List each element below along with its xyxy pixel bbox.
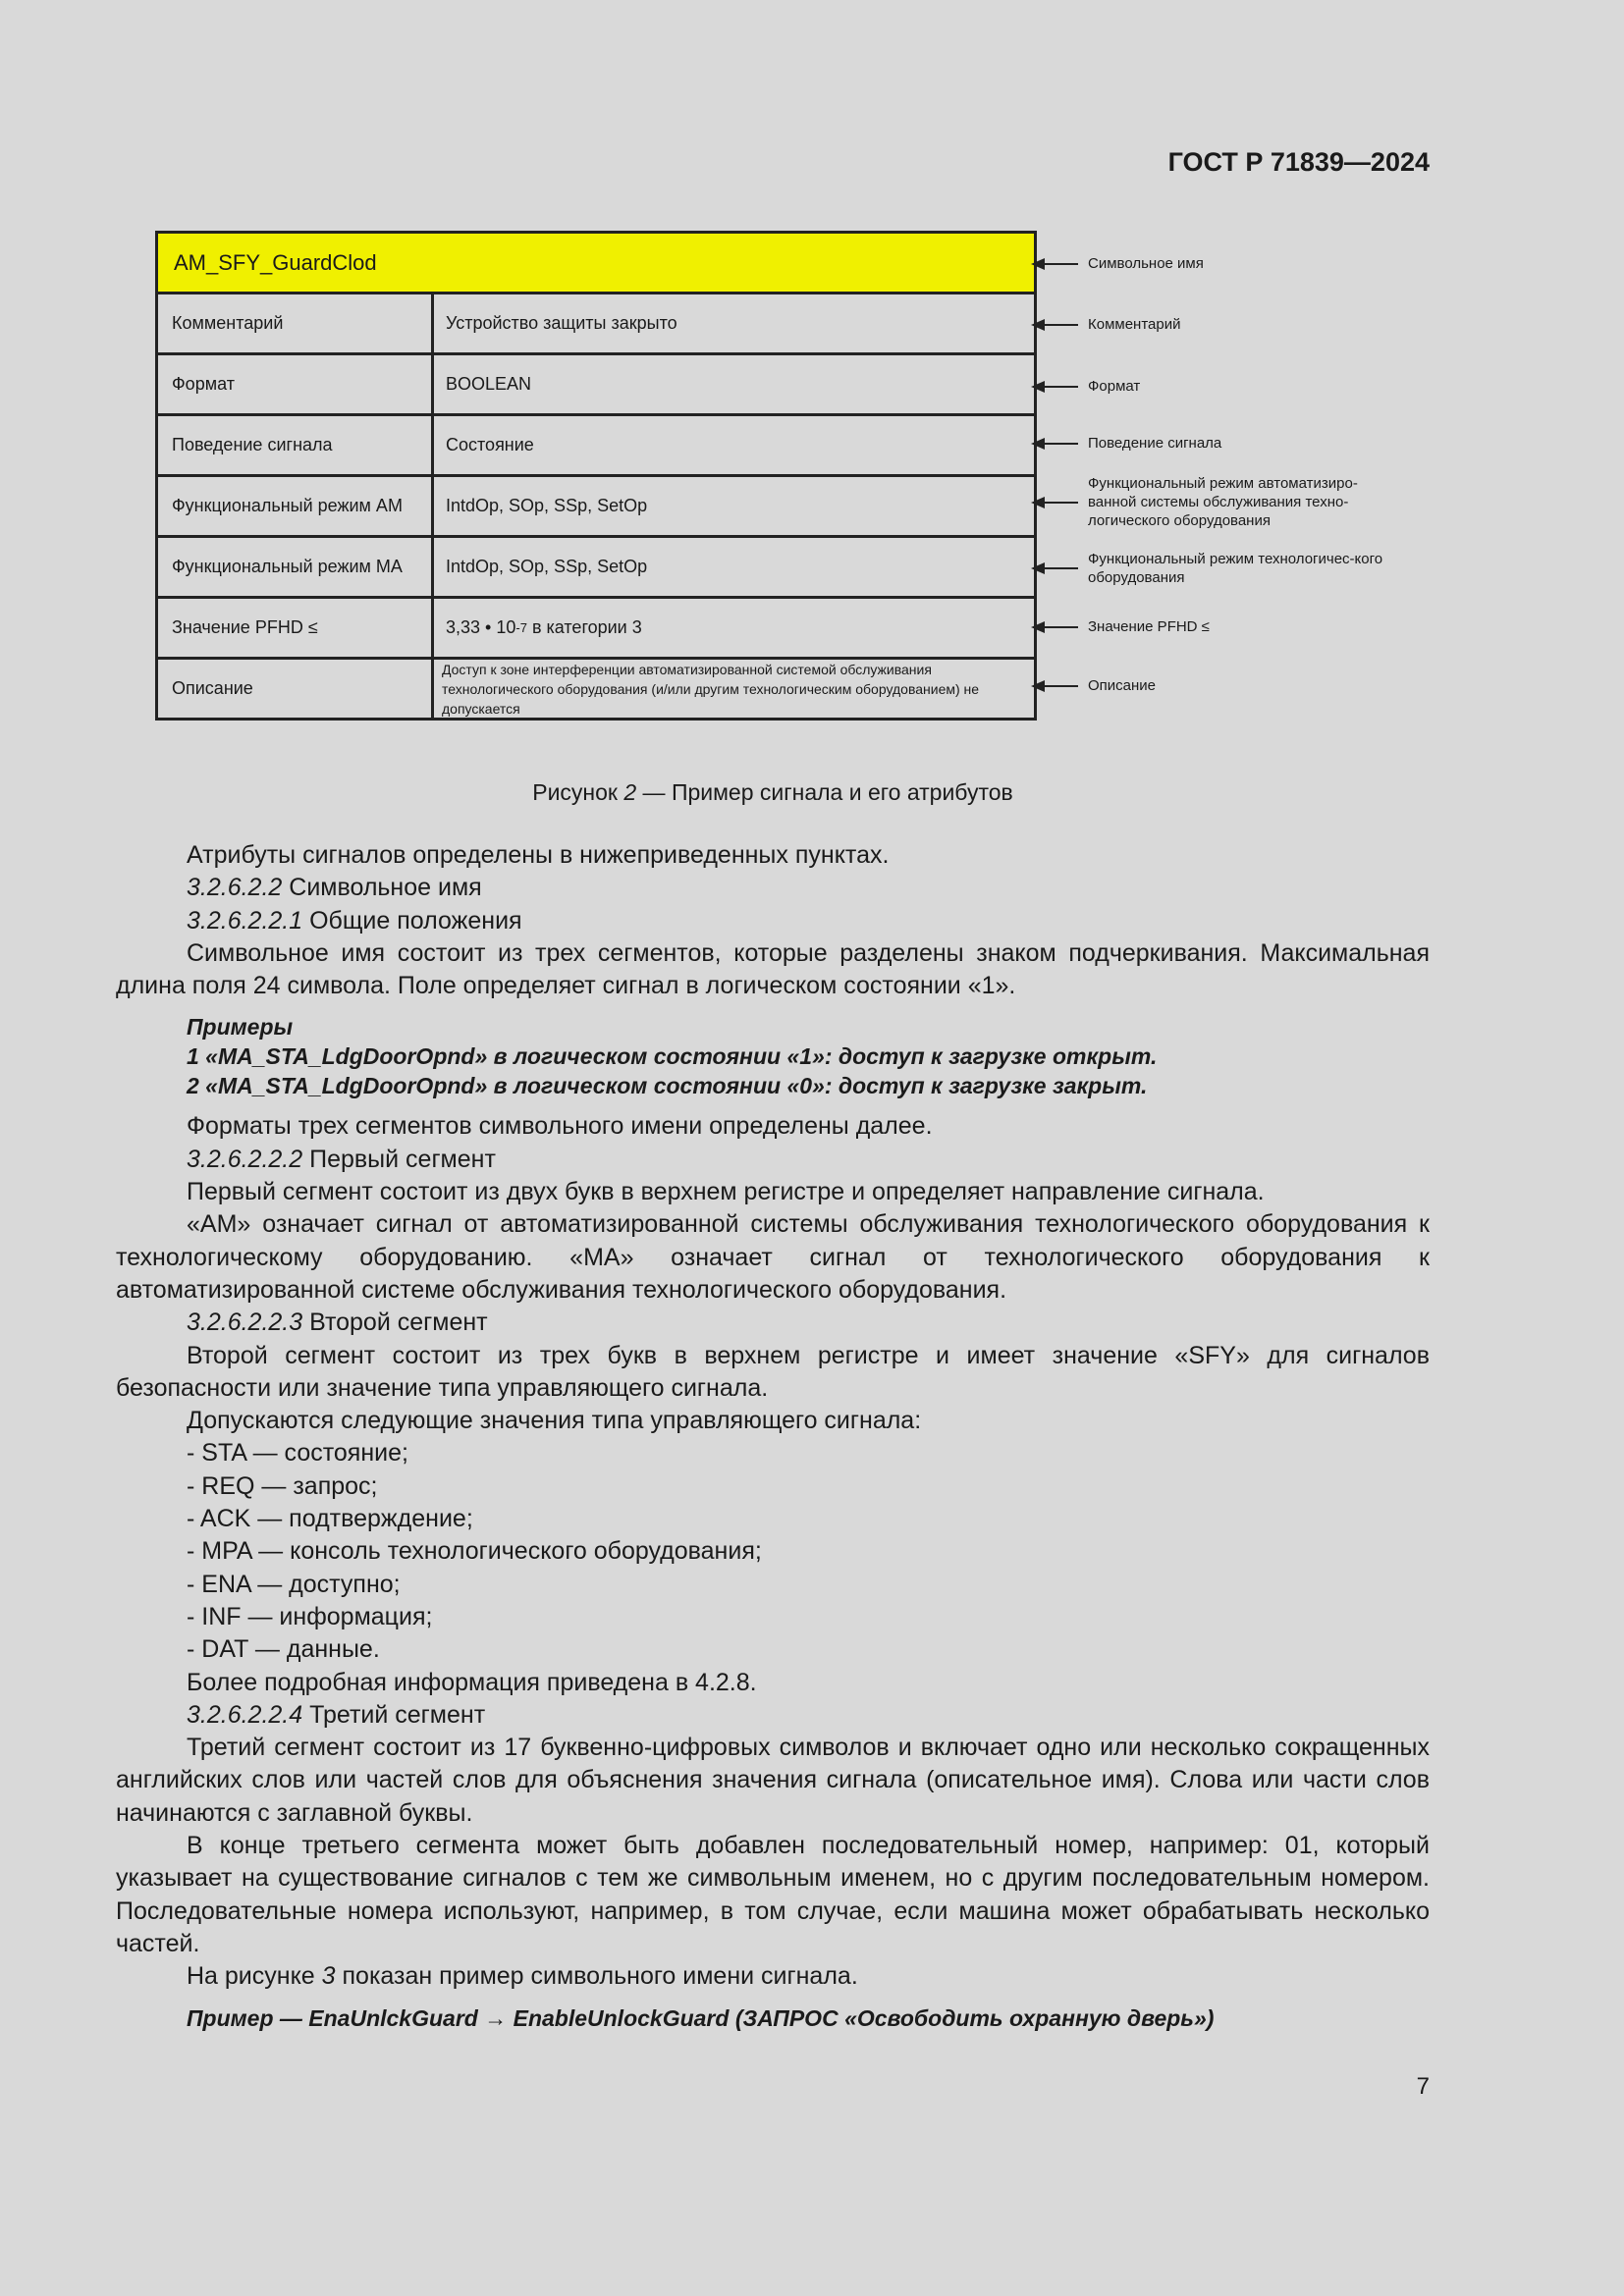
attribute-value: Устройство защиты закрыто: [446, 313, 677, 333]
callout: Формат: [1033, 377, 1140, 396]
arrow-left-icon: [1033, 567, 1078, 569]
attribute-label: Функциональный режим МА: [158, 538, 434, 596]
symbol-name-row: [158, 234, 1034, 292]
paragraph: В конце третьего сегмента может быть добавлен последовательный номер, например: 01, который указывает на существование сигналов с тем же символьным именем, но с другим последовательным номером. Последовательные номера используют, например, в том случае, если машина может обрабатывать несколько частей.: [116, 1832, 1430, 1957]
pfhd-mantissa: 3,33 • 10: [446, 617, 516, 637]
attribute-value: IntdOp, SOp, SSp, SetOp: [446, 496, 648, 515]
attribute-row: [158, 474, 1034, 535]
attribute-row: [158, 352, 1034, 413]
symbol-name-value: AM_SFY_GuardClod: [174, 249, 377, 275]
page-number: 7: [1416, 2073, 1430, 2100]
attribute-row: [158, 535, 1034, 596]
pfhd-exponent: -7: [515, 620, 527, 635]
section-heading: 3.2.6.2.2 Символьное имя: [187, 874, 482, 902]
paragraph: Допускаются следующие значения типа управляющего сигнала:: [187, 1407, 922, 1435]
list-item: - INF — информация;: [187, 1602, 433, 1630]
attribute-label: Поведение сигнала: [158, 416, 434, 474]
examples-title: Примеры: [187, 1014, 294, 1041]
section-heading: 3.2.6.2.2.4 Третий сегмент: [187, 1700, 486, 1729]
arrow-left-icon: [1033, 626, 1078, 628]
attribute-label: Функциональный режим АМ: [158, 477, 434, 535]
paragraph: Символьное имя состоит из трех сегментов, которые разделены знаком подчеркивания. Максимальная длина поля 24 символа. Поле определяет сигнал в логическом состоянии «1».: [116, 938, 1430, 1000]
section-heading: 3.2.6.2.2.2 Первый сегмент: [187, 1145, 496, 1173]
callout: Символьное имя: [1033, 254, 1204, 273]
attribute-label: Комментарий: [158, 294, 434, 352]
callout: Функциональный режим автоматизиро-ванной системы обслуживания техно-логического оборудования: [1033, 474, 1392, 530]
paragraph: Второй сегмент состоит из трех букв в верхнем регистре и имеет значение «SFY» для сигналов безопасности или значение типа управляющего сигнала.: [116, 1341, 1430, 1402]
paragraph: Третий сегмент состоит из 17 буквенно-цифровых символов и включает одно или несколько сокращенных английских слов или частей слов для объяснения значения сигнала (описательное имя). Слова или части слов начинаются с заглавной буквы.: [116, 1734, 1430, 1827]
attribute-label: Значение PFHD ≤: [158, 599, 434, 657]
list-item: - DAT — данные.: [187, 1635, 380, 1664]
callout: Описание: [1033, 676, 1156, 695]
arrow-left-icon: [1033, 263, 1078, 265]
attribute-value: BOOLEAN: [446, 374, 532, 394]
attribute-label: Описание: [158, 660, 434, 718]
paragraph: Первый сегмент состоит из двух букв в верхнем регистре и определяет направление сигнала.: [187, 1178, 1265, 1206]
attribute-value: Состояние: [446, 435, 534, 454]
standard-designation: ГОСТ Р 71839—2024: [1167, 147, 1430, 177]
arrow-left-icon: [1033, 443, 1078, 445]
paragraph: На рисунке 3 показан пример символьного имени сигнала.: [187, 1962, 858, 1991]
section-heading: 3.2.6.2.2.3 Второй сегмент: [187, 1308, 488, 1337]
example-item: 2 «MA_STA_LdgDoorOpnd» в логическом состоянии «0»: доступ к загрузке закрыт.: [187, 1073, 1148, 1099]
attribute-row: [158, 596, 1034, 657]
attribute-label: Формат: [158, 355, 434, 413]
attribute-row: [158, 657, 1034, 718]
list-item: - STA — состояние;: [187, 1439, 408, 1468]
arrow-left-icon: [1033, 386, 1078, 388]
attribute-value: Доступ к зоне интерференции автоматизированной системой обслуживания технологического оборудования (и/или другим технологическим оборудованием) не допускается: [442, 661, 980, 717]
arrow-left-icon: [1033, 324, 1078, 326]
signal-attributes-figure: [155, 231, 1037, 721]
attribute-value: IntdOp, SOp, SSp, SetOp: [446, 557, 648, 576]
pfhd-category: в категории 3: [531, 617, 642, 637]
attribute-row: [158, 413, 1034, 474]
list-item: - MPA — консоль технологического оборудования;: [187, 1537, 762, 1566]
list-item: - ENA — доступно;: [187, 1570, 401, 1598]
callout: Функциональный режим технологичес-кого оборудования: [1033, 550, 1392, 587]
arrow-left-icon: [1033, 502, 1078, 504]
list-item: - REQ — запрос;: [187, 1471, 378, 1500]
example-final: Пример — EnaUnlckGuard → EnableUnlockGuard (ЗАПРОС «Освободить охранную дверь»): [187, 2004, 1215, 2031]
figure-caption: Рисунок 2 — Пример сигнала и его атрибутов: [532, 779, 1013, 805]
section-heading: 3.2.6.2.2.1 Общие положения: [187, 906, 522, 934]
callout: Значение PFHD ≤: [1033, 617, 1210, 636]
list-item: - ACK — подтверждение;: [187, 1505, 473, 1533]
callout: Поведение сигнала: [1033, 434, 1221, 453]
body-text: [116, 839, 1430, 2033]
paragraph: Более подробная информация приведена в 4.2.8.: [187, 1668, 757, 1696]
paragraph: Форматы трех сегментов символьного имени определены далее.: [187, 1112, 933, 1141]
example-item: 1 «MA_STA_LdgDoorOpnd» в логическом состоянии «1»: доступ к загрузке открыт.: [187, 1043, 1158, 1070]
attribute-value: [434, 599, 1034, 657]
paragraph: «AM» означает сигнал от автоматизированной системы обслуживания технологического оборудования к технологическому оборудованию. «MA» означает сигнал от технологического оборудования к автоматизированной системе обслуживания технологического оборудования.: [116, 1210, 1430, 1304]
callout: Комментарий: [1033, 315, 1180, 334]
arrow-left-icon: [1033, 685, 1078, 687]
attribute-row: [158, 292, 1034, 352]
paragraph: Атрибуты сигналов определены в нижеприведенных пунктах.: [187, 841, 890, 869]
